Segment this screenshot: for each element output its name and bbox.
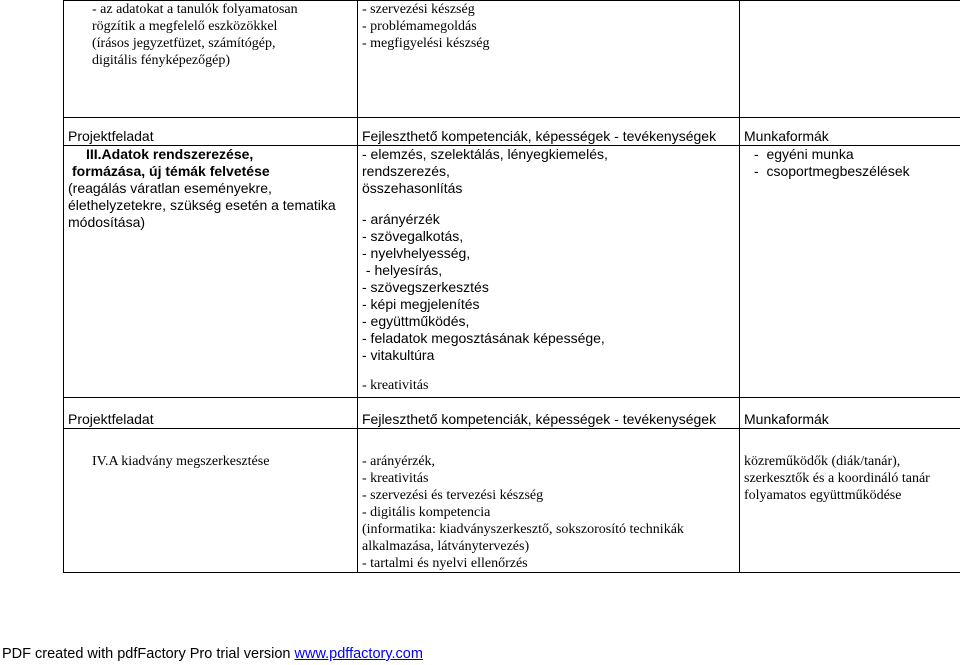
workform-item: folyamatos együttműködése — [744, 488, 902, 503]
skill-item: - kreativitás — [362, 471, 429, 486]
task-description: élethelyzetekre, szükség esetén a tematika — [68, 197, 336, 213]
row2-col2 — [358, 146, 740, 398]
task-description: módosítása) — [68, 214, 146, 230]
row1-col1 — [64, 1, 358, 118]
text-line: - szervezési készség — [362, 2, 475, 17]
skill-item: alkalmazása, látványtervezés) — [362, 539, 530, 554]
skill-item: - arányérzék — [362, 211, 440, 227]
skill-item: - szervezési és tervezési készség — [362, 488, 544, 503]
skill-item: - kreativitás — [362, 378, 429, 393]
header-kompetenciak: Fejleszthető kompetenciák, képességek - tevékenységek — [358, 398, 740, 429]
skill-item: - szövegalkotás, — [362, 228, 464, 244]
header-munkaformak: Munkaformák — [740, 398, 960, 429]
footer-link[interactable]: www.pdffactory.com — [294, 646, 423, 662]
project-table — [63, 0, 960, 573]
text-line: - problémamegoldás — [362, 19, 477, 34]
header-row — [64, 398, 960, 429]
text-line: (írásos jegyzetfüzet, számítógép, — [92, 36, 276, 51]
workform-item: - csoportmegbeszélések — [754, 163, 910, 179]
task-title: formázása, új témák felvetése — [72, 163, 270, 179]
skill-item: - képi megjelenítés — [362, 296, 480, 312]
pdf-footer — [2, 645, 423, 663]
text-line: - az adatokat a tanulók folyamatosan — [92, 2, 298, 17]
row3-col3 — [740, 429, 960, 573]
skill-item: - digitális kompetencia — [362, 505, 491, 520]
header-projektfeladat: Projektfeladat — [64, 118, 358, 146]
table-row — [64, 429, 960, 573]
table-row — [64, 146, 960, 398]
text-line: digitális fényképezőgép) — [92, 53, 231, 68]
workform-item: közreműködők (diák/tanár), — [744, 454, 901, 469]
skill-item: - nyelvhelyesség, — [362, 245, 471, 261]
row1-col2 — [358, 1, 740, 118]
skill-item: - együttműködés, — [362, 313, 470, 329]
skill-item: - arányérzék, — [362, 454, 436, 469]
header-row — [64, 118, 960, 146]
row1-col3 — [740, 1, 960, 118]
skill-item: - tartalmi és nyelvi ellenőrzés — [362, 556, 528, 571]
workform-item: szerkesztők és a koordináló tanár — [744, 471, 930, 486]
skill-item: összehasonlítás — [362, 180, 463, 196]
task-description: (reagálás váratlan eseményekre, — [68, 180, 272, 196]
skill-item: - feladatok megosztásának képessége, — [362, 330, 605, 346]
skill-item: - szövegszerkesztés — [362, 279, 489, 295]
task-title: IV.A kiadvány megszerkesztése — [92, 454, 270, 469]
table-row — [64, 1, 960, 118]
skill-item: rendszerezés, — [362, 163, 450, 179]
header-projektfeladat: Projektfeladat — [64, 398, 358, 429]
skill-item: - vitakultúra — [362, 347, 435, 363]
skill-item: (informatika: kiadványszerkesztő, sokszorosító technikák — [362, 522, 684, 537]
task-title: III.Adatok rendszerezése, — [86, 146, 254, 162]
text-line: - megfigyelési készség — [362, 36, 490, 51]
row3-col2 — [358, 429, 740, 573]
header-munkaformak: Munkaformák — [740, 118, 960, 146]
row3-col1 — [64, 429, 358, 573]
row2-col1 — [64, 146, 358, 398]
text-line: rögzítik a megfelelő eszközökkel — [92, 19, 278, 34]
skill-item: - helyesírás, — [362, 262, 443, 278]
row2-col3 — [740, 146, 960, 398]
header-kompetenciak: Fejleszthető kompetenciák, képességek - tevékenységek — [358, 118, 740, 146]
skill-item: - elemzés, szelektálás, lényegkiemelés, — [362, 146, 608, 162]
workform-item: - egyéni munka — [754, 146, 854, 162]
footer-text: PDF created with pdfFactory Pro trial version — [2, 646, 295, 662]
